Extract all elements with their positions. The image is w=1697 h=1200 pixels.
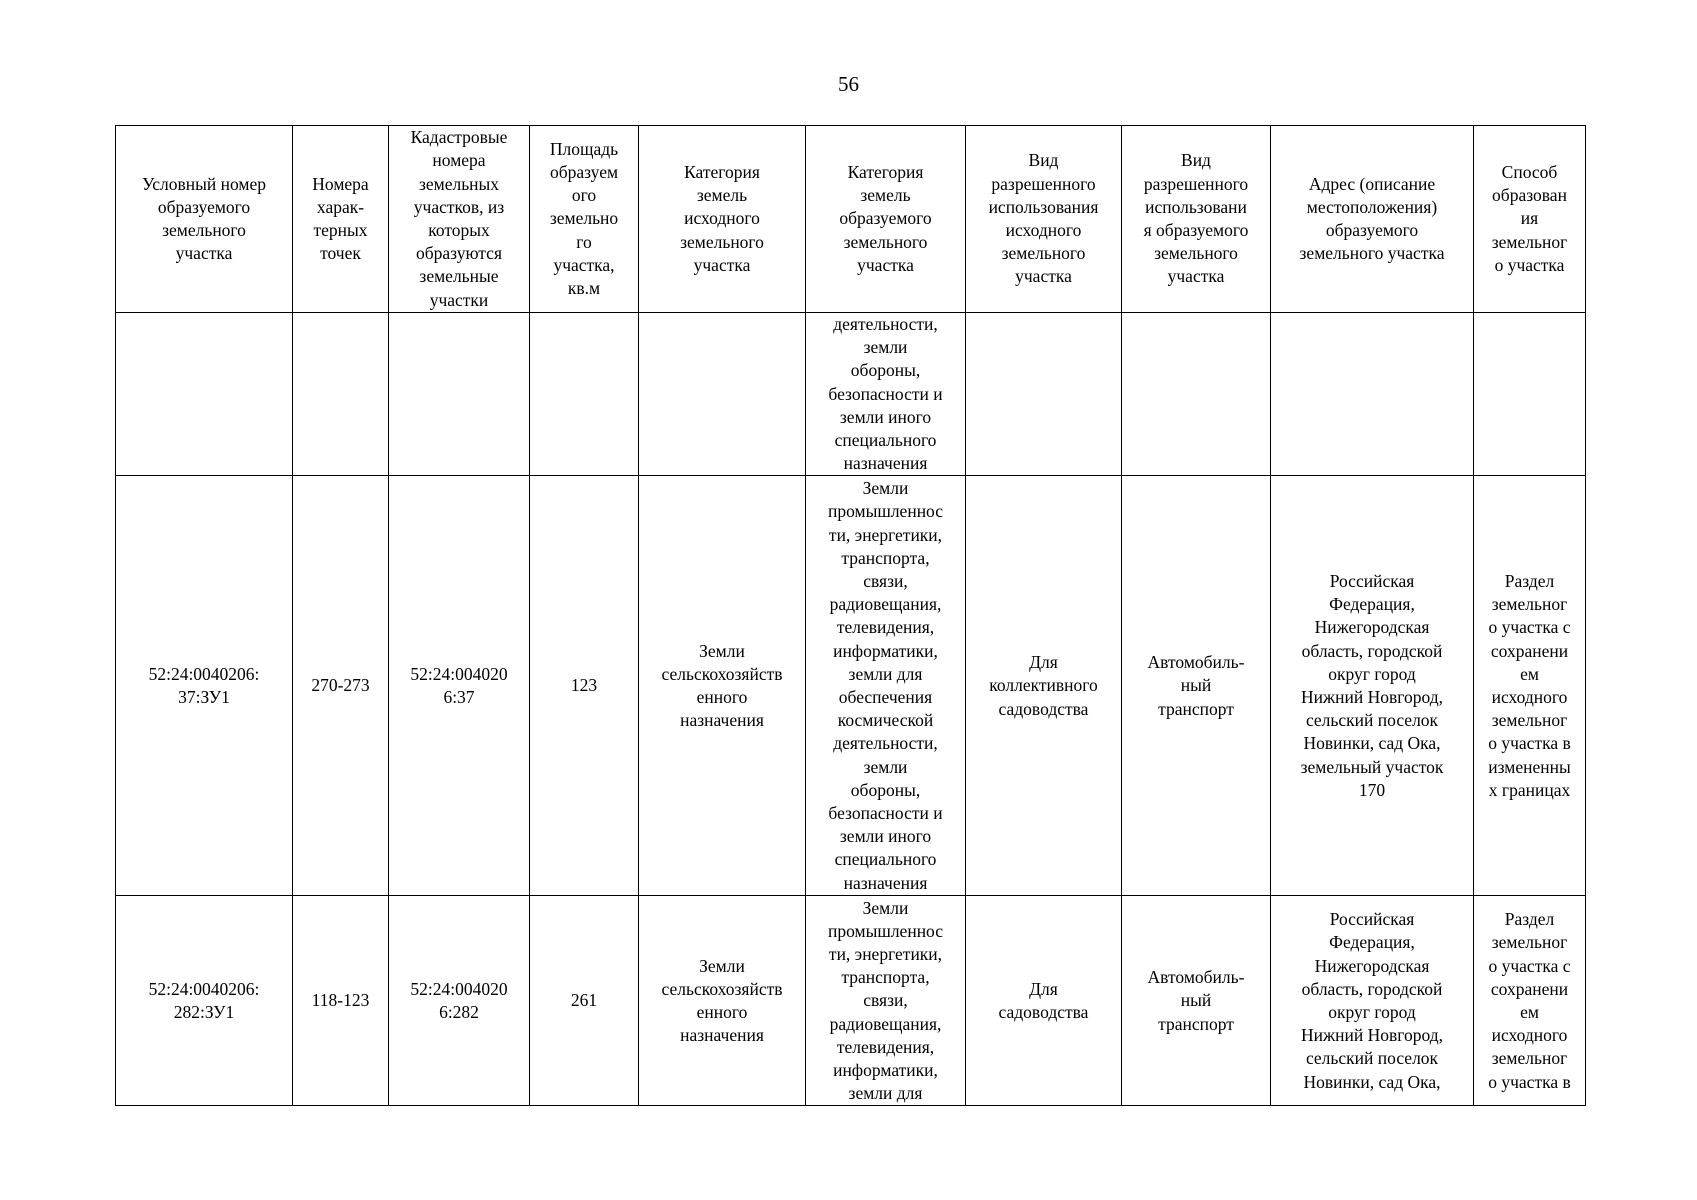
cell-address: Российская Федерация, Нижегородская область, городской округ город Нижний Новгород, сельский поселок Новинки, сад Ока, [1271,896,1474,1106]
cell-new-land-category: деятельности, земли обороны, безопасности и земли иного специального назначения [806,313,966,476]
header-area: Площадь образуем ого земельно го участка, кв.м [530,126,639,313]
cell-new-land-category: Земли промышленнос ти, энергетики, транспорта, связи, радиовещания, телевидения, информатики, земли для обеспечения космической деятельности, земли обороны, безопасности и земли иного специального назначения [806,476,966,896]
cell-source-permitted-use [966,313,1122,476]
cell-source-land-category: Земли сельскохозяйств енного назначения [639,476,806,896]
header-new-permitted-use: Вид разрешенного использовани я образуемого земельного участка [1122,126,1271,313]
header-formation-method: Способ образован ия земельног о участка [1474,126,1586,313]
cell-plot-number [116,313,293,476]
table-header-row [116,126,1586,313]
cell-source-land-category: Земли сельскохозяйств енного назначения [639,896,806,1106]
cell-point-numbers: 118-123 [293,896,389,1106]
cell-address [1271,313,1474,476]
cell-source-land-category [639,313,806,476]
header-plot-number: Условный номер образуемого земельного участка [116,126,293,313]
header-point-numbers: Номера харак- терных точек [293,126,389,313]
cell-new-permitted-use: Автомобиль- ный транспорт [1122,476,1271,896]
cell-source-permitted-use: Для коллективного садоводства [966,476,1122,896]
cell-plot-number: 52:24:0040206: 282:ЗУ1 [116,896,293,1106]
page-number: 56 [838,72,859,96]
cell-new-permitted-use: Автомобиль- ный транспорт [1122,896,1271,1106]
cell-plot-number: 52:24:0040206: 37:ЗУ1 [116,476,293,896]
cell-new-land-category: Земли промышленнос ти, энергетики, транспорта, связи, радиовещания, телевидения, информатики, земли для [806,896,966,1106]
table-row [116,313,1586,476]
cell-source-cadastral-numbers: 52:24:004020 6:282 [389,896,530,1106]
cell-new-permitted-use [1122,313,1271,476]
cell-point-numbers [293,313,389,476]
header-address: Адрес (описание местоположения) образуемого земельного участка [1271,126,1474,313]
header-source-land-category: Категория земель исходного земельного участка [639,126,806,313]
cell-address: Российская Федерация, Нижегородская область, городской округ город Нижний Новгород, сельский поселок Новинки, сад Ока, земельный участок 170 [1271,476,1474,896]
cell-area: 261 [530,896,639,1106]
cell-formation-method: Раздел земельног о участка с сохранени ем исходного земельног о участка в измененны х границах [1474,476,1586,896]
cell-area: 123 [530,476,639,896]
cell-point-numbers: 270-273 [293,476,389,896]
cell-formation-method [1474,313,1586,476]
cell-area [530,313,639,476]
cell-formation-method: Раздел земельног о участка с сохранени ем исходного земельног о участка в [1474,896,1586,1106]
header-source-cadastral-numbers: Кадастровые номера земельных участков, из которых образуются земельные участки [389,126,530,313]
cell-source-cadastral-numbers [389,313,530,476]
header-source-permitted-use: Вид разрешенного использования исходного земельного участка [966,126,1122,313]
cell-source-cadastral-numbers: 52:24:004020 6:37 [389,476,530,896]
land-plots-table [115,125,1586,1106]
table-row [116,476,1586,896]
cell-source-permitted-use: Для садоводства [966,896,1122,1106]
table-row [116,896,1586,1106]
header-new-land-category: Категория земель образуемого земельного участка [806,126,966,313]
